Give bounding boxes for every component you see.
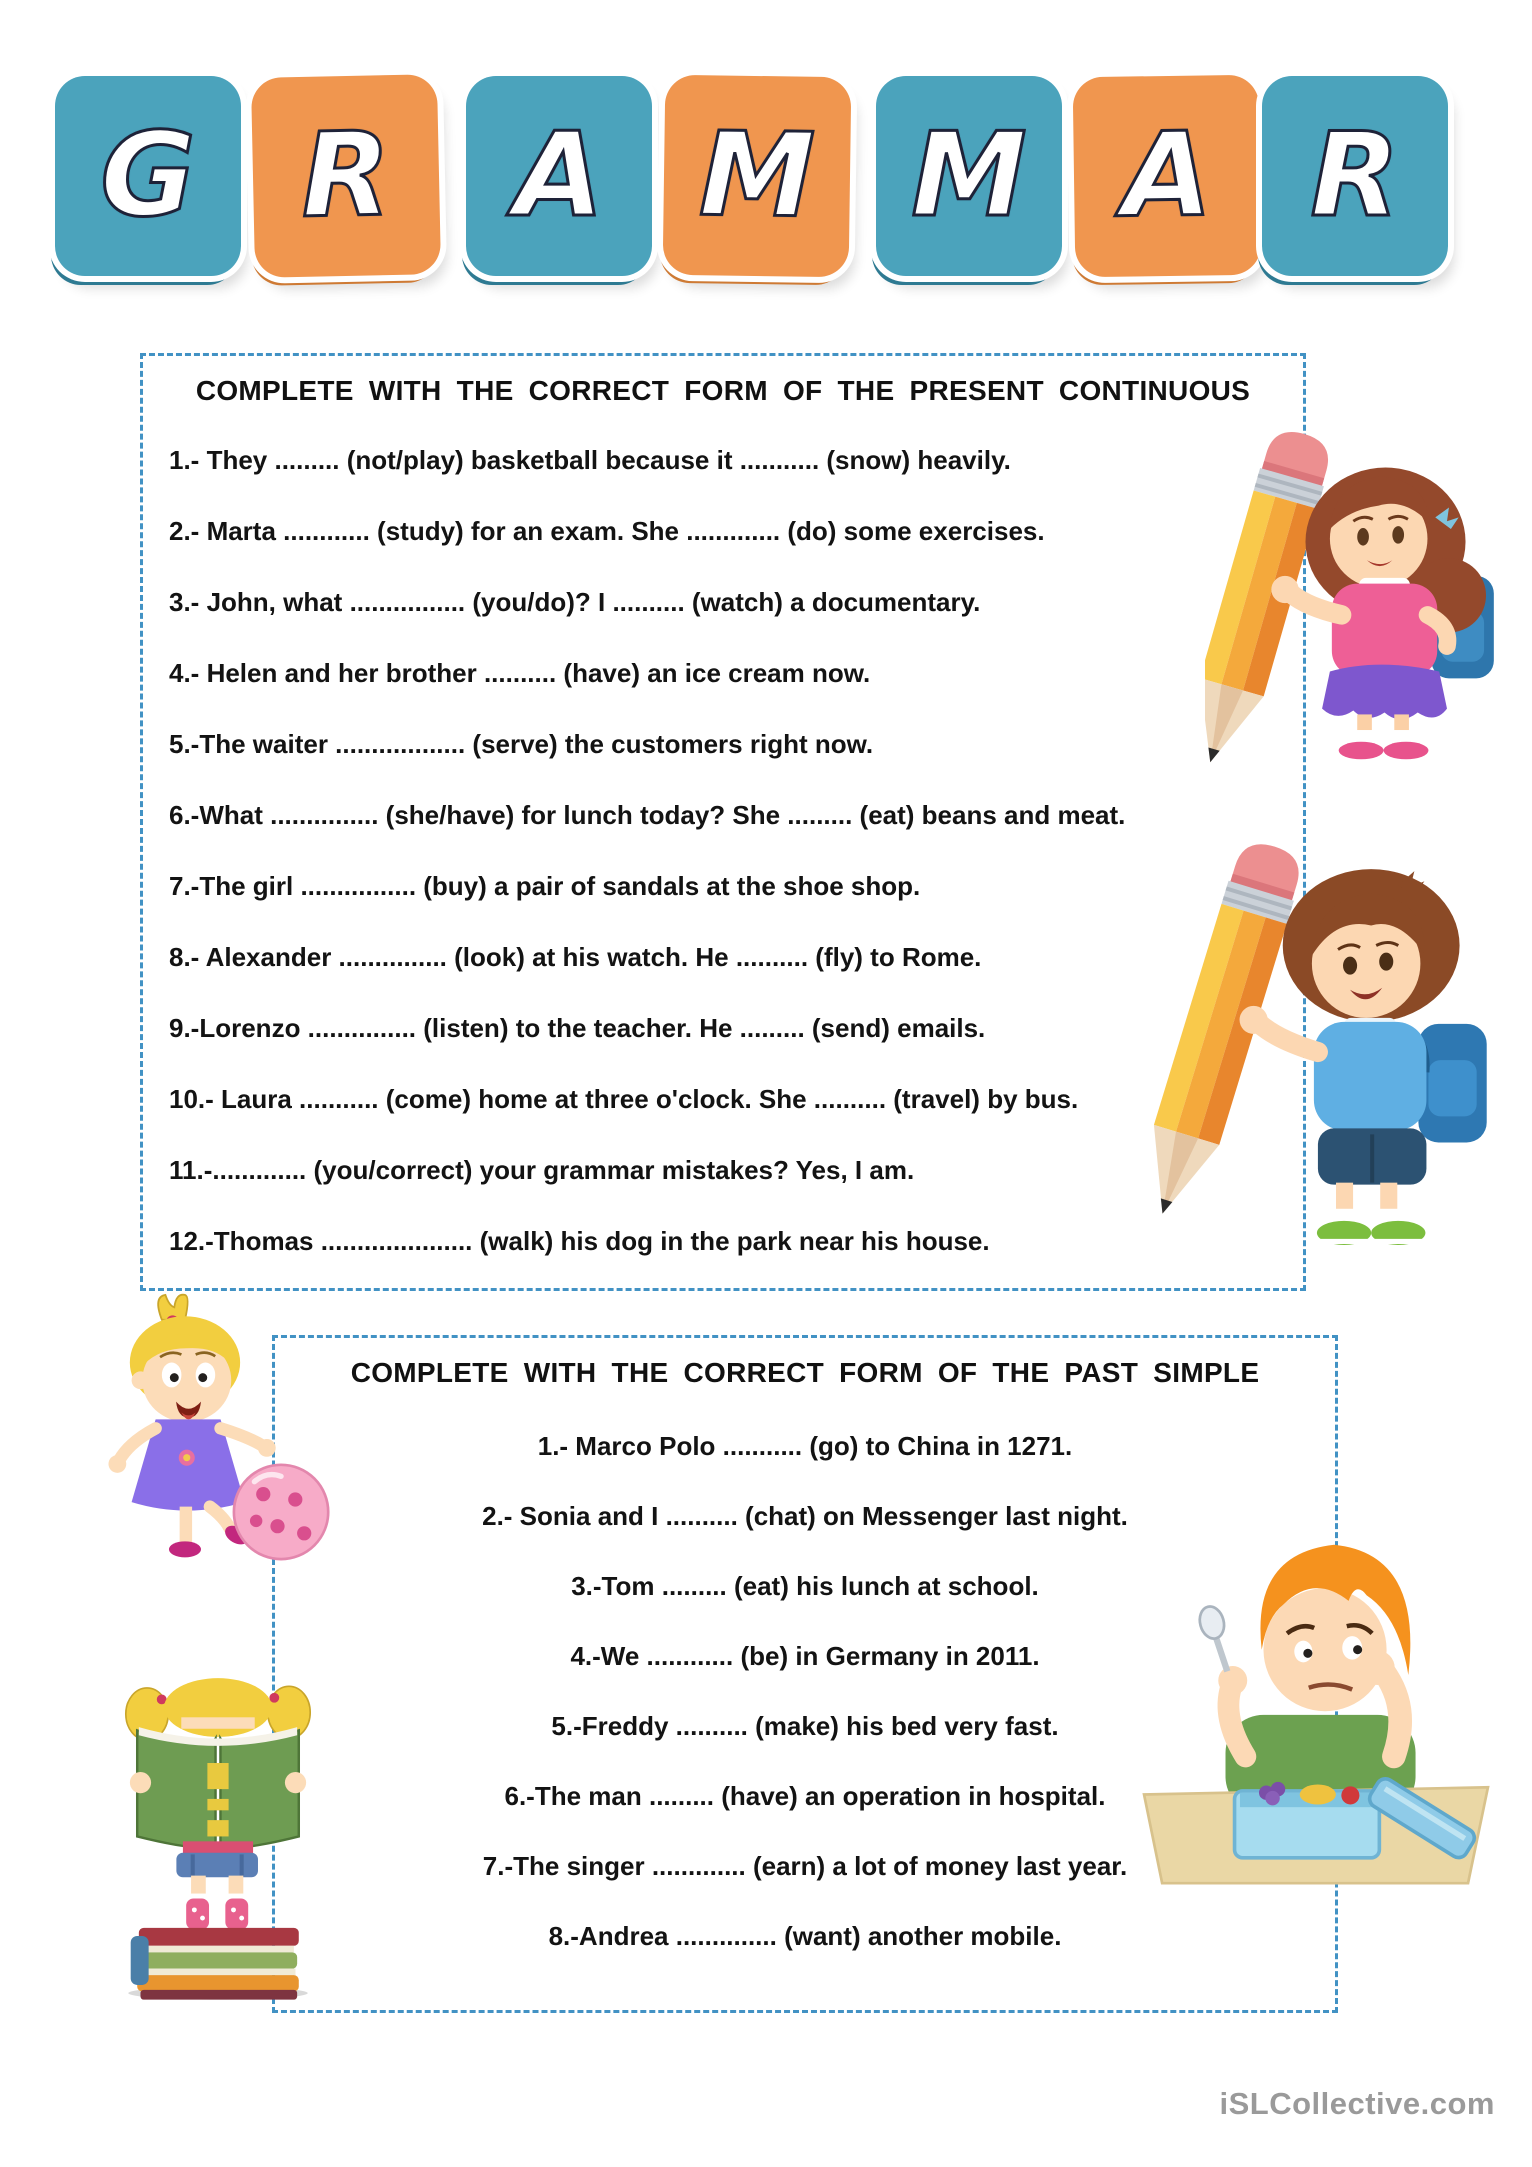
title-letter: A [1121, 107, 1213, 244]
title-tile [251, 74, 441, 278]
exercise-item: 11.-............. (you/correct) your grammar mistakes? Yes, I am. [169, 1154, 915, 1185]
exercise-item: 1.- They ......... (not/play) basketball because it ........... (snow) heavily. [169, 444, 1011, 475]
title-tile [1262, 76, 1448, 276]
title-letter: A [514, 108, 604, 243]
title-tile [466, 76, 652, 276]
exercise-item: 2.- Sonia and I .......... (chat) on Messenger last night. [482, 1501, 1128, 1531]
islcollective-watermark: iSLCollective.com [1219, 2086, 1495, 2121]
exercise-item: 7.-The girl ................ (buy) a pair of sandals at the shoe shop. [169, 870, 921, 901]
exercise-item: 6.-What ............... (she/have) for lunch today? She ......... (eat) beans and meat. [169, 799, 1126, 830]
grammar-title [0, 72, 1532, 302]
toddler-with-ball-illustration [80, 1280, 338, 1582]
shirt [1332, 584, 1437, 677]
boy-with-pencil-illustration [1150, 833, 1522, 1255]
skirt [1322, 665, 1447, 720]
exercise-item: 8.- Alexander ............... (look) at his watch. He .......... (fly) to Rome. [169, 941, 982, 972]
exercise-item: 2.- Marta ............ (study) for an exam. She ............. (do) some exercises. [169, 515, 1045, 546]
exercise-item: 6.-The man ......... (have) an operation in hospital. [504, 1781, 1106, 1811]
section-heading: COMPLETE WITH THE CORRECT FORM OF THE PRESENT CONTINUOUS [195, 375, 1251, 406]
exercise-item: 9.-Lorenzo ............... (listen) to the teacher. He ......... (send) emails. [169, 1012, 986, 1043]
boy-eating-lunch-illustration [1135, 1521, 1497, 1887]
section-heading: COMPLETE WITH THE CORRECT FORM OF THE PAST SIMPLE [350, 1357, 1260, 1388]
title-letter: R [299, 107, 393, 244]
title-tile [663, 75, 852, 278]
title-letter: M [911, 108, 1027, 243]
present-continuous-exercise-box [140, 353, 1306, 1291]
title-letter: R [1310, 108, 1400, 243]
exercise-list [143, 424, 1303, 1276]
girl-with-pencil-illustration [1205, 418, 1527, 763]
title-letter: M [698, 107, 816, 244]
shirt [1314, 1022, 1427, 1131]
exercise-item: 3.-Tom ......... (eat) his lunch at school. [571, 1571, 1039, 1601]
exercise-item: 7.-The singer ............. (earn) a lot of money last year. [482, 1851, 1128, 1881]
exercise-item: 10.- Laura ........... (come) home at three o'clock. She .......... (travel) by bus. [169, 1083, 1079, 1114]
title-tile [55, 76, 241, 276]
title-tile [876, 76, 1062, 276]
title-tile [1073, 75, 1262, 278]
book-stack [131, 1928, 299, 2000]
exercise-item: 4.-We ............ (be) in Germany in 2011. [570, 1641, 1040, 1671]
exercise-item: 4.- Helen and her brother .......... (have) an ice cream now. [169, 657, 871, 688]
exercise-item: 5.-The waiter .................. (serve) the customers right now. [169, 728, 874, 759]
exercise-item: 3.- John, what ................ (you/do)? I .......... (watch) a documentary. [169, 586, 981, 617]
exercise-item: 12.-Thomas ..................... (walk) his dog in the park near his house. [169, 1225, 990, 1256]
exercise-item: 5.-Freddy .......... (make) his bed very fast. [551, 1711, 1059, 1741]
exercise-item: 8.-Andrea .............. (want) another mobile. [548, 1921, 1062, 1951]
giant-pencil [1205, 425, 1336, 763]
title-letter: G [100, 108, 196, 243]
exercise-item: 1.- Marco Polo ........... (go) to China in 1271. [537, 1431, 1073, 1461]
girl-reading-on-books-illustration [116, 1638, 320, 2030]
